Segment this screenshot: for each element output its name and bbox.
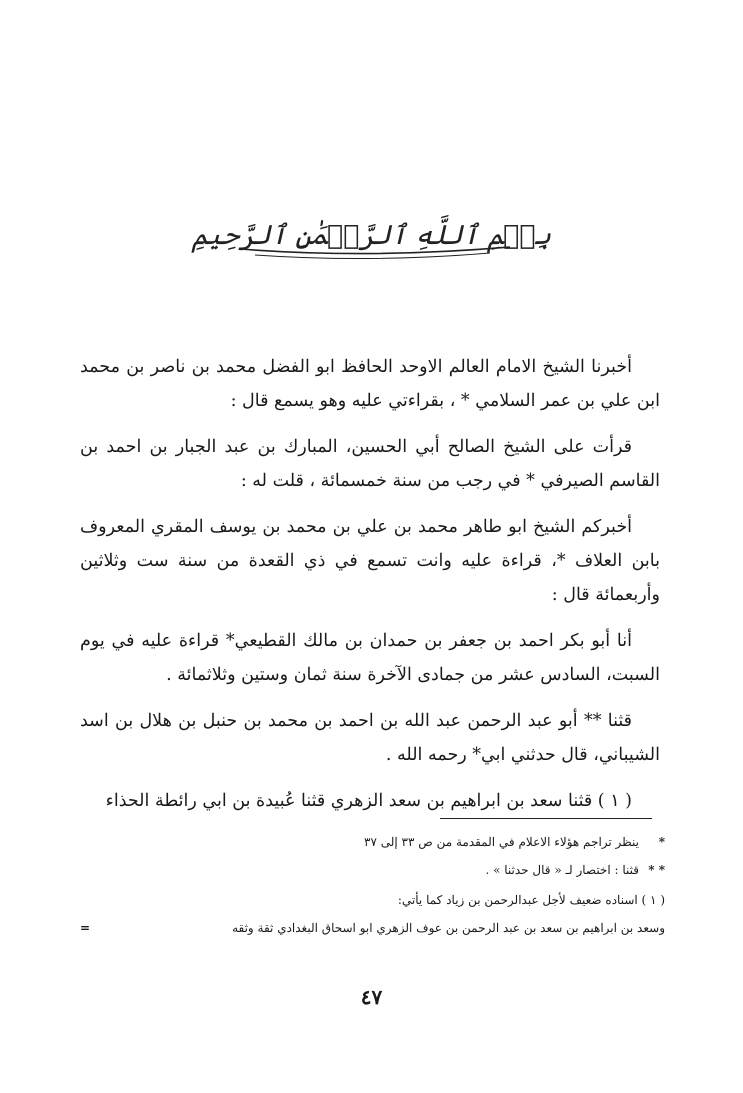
footnote-double-star-text: قثنا : اختصار لـ « قال حدثنا » . — [485, 863, 639, 877]
footnote-star-mark: * — [658, 835, 665, 849]
paragraph-6: ( ١ ) قثنا سعد بن ابراهيم بن سعد الزهري قثنا عُبيدة بن ابي رائطة الحذاء — [105, 791, 632, 811]
paragraph-1: أخبرنا الشيخ الامام العالم الاوحد الحافظ ابو الفضل محمد بن ناصر بن محمد ابن علي بن عمر السلامي * ، بقراءتي عليه وهو يسمع قال : — [80, 357, 660, 411]
footnote-divider — [440, 818, 652, 819]
paragraph-2: قرأت على الشيخ الصالح أبي الحسين، المبارك بن عبد الجبار بن احمد بن القاسم الصيرفي * في رجب من سنة خمسمائة ، قلت له : — [80, 437, 660, 491]
main-text — [80, 350, 660, 830]
footnote-1-continued-text: وسعد بن ابراهيم بن سعد بن عبد الرحمن بن عوف الزهري ابو اسحاق البغدادي ثقة وثقه — [232, 921, 665, 935]
footnote-1-continued — [80, 914, 665, 942]
footnote-1: ( ١ ) اسناده ضعيف لأجل عبدالرحمن بن زياد كما يأتي: — [397, 893, 665, 907]
footnote-star — [80, 828, 665, 856]
continuation-mark: = — [80, 921, 91, 935]
basmala-text: بِسۡمِ ٱللَّهِ ٱلرَّحۡمَٰنِ ٱلرَّحِيمِ — [191, 219, 552, 251]
footnote-star-text: ينظر تراجم هؤلاء الاعلام في المقدمة من ص ٣٣ إلى ٣٧ — [364, 835, 639, 849]
footnotes — [80, 828, 665, 942]
paragraph-4: أنا أبو بكر احمد بن جعفر بن حمدان بن مالك القطيعي* قراءة عليه في يوم السبت، السادس عشر من جمادى الآخرة سنة ثمان وستين وثلاثمائة . — [80, 631, 660, 685]
footnote-double-star-mark: * * — [648, 863, 665, 877]
footnote-double-star — [80, 856, 665, 884]
paragraph-5: قثنا ** أبو عبد الرحمن عبد الله بن احمد بن محمد بن حنبل بن هلال بن اسد الشيباني، قال حدثني ابي* رحمه الله . — [80, 711, 660, 765]
paragraph-3: أخبركم الشيخ ابو طاهر محمد بن علي بن محمد بن يوسف المقري المعروف بابن العلاف *، قراءة عليه وانت تسمع في ذي القعدة من سنة ست وثلاثين وأربعمائة قال : — [80, 517, 660, 605]
page-number: ٤٧ — [360, 985, 383, 1009]
basmala-calligraphy — [180, 205, 563, 265]
